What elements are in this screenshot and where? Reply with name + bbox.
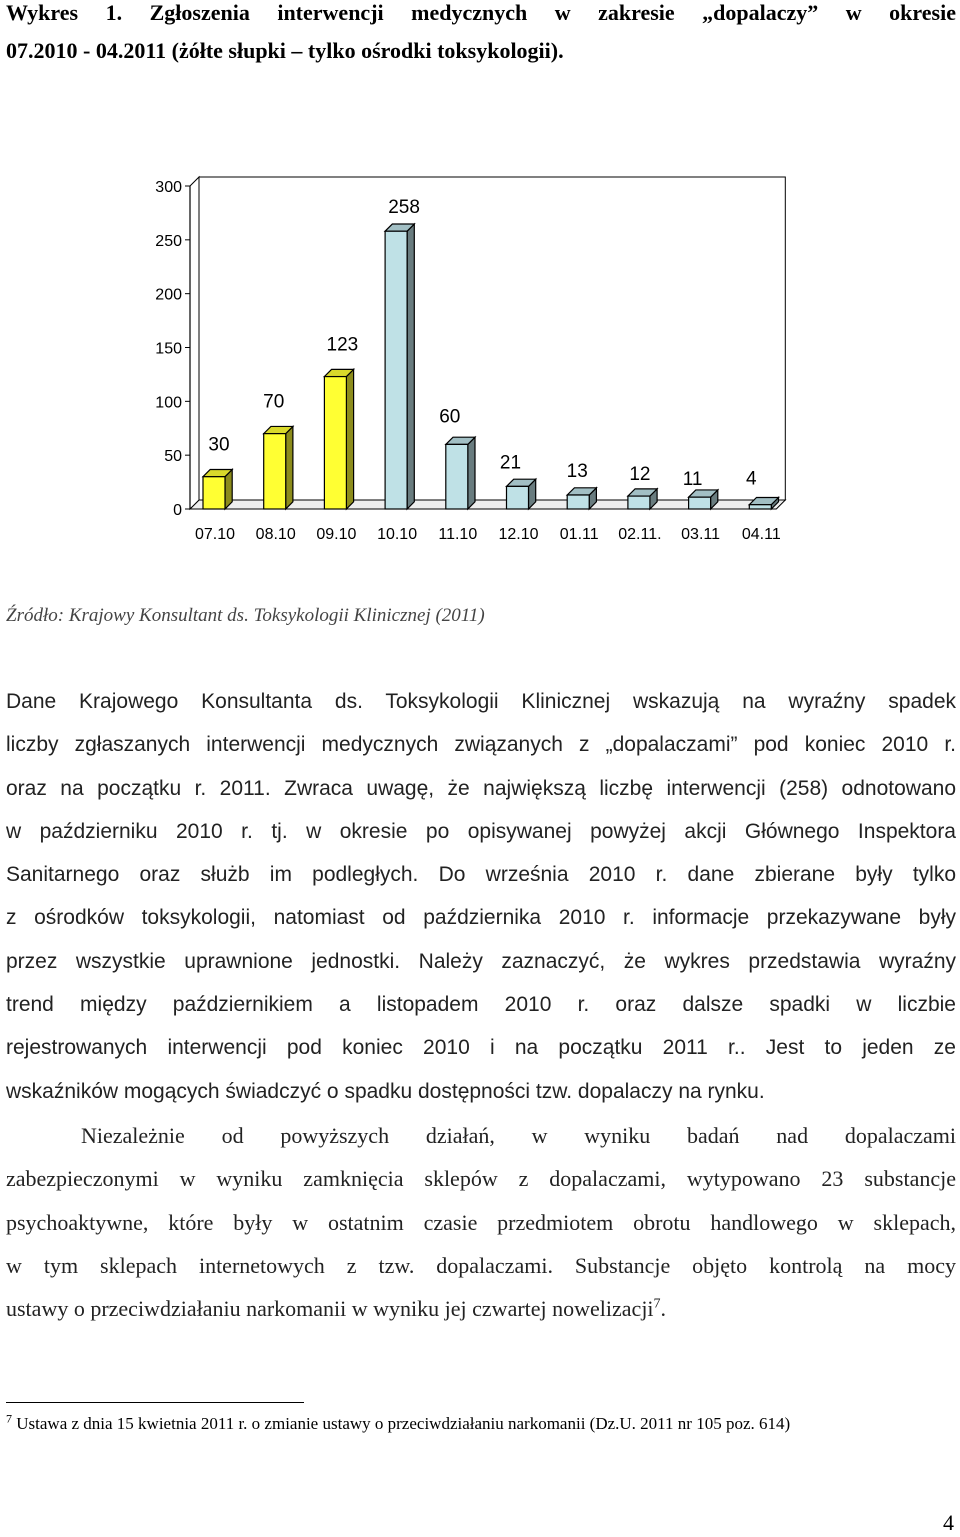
data-label: 13 (566, 461, 588, 483)
paragraph-1 (6, 680, 956, 1113)
footnote-rule (6, 1402, 304, 1403)
bar-front (324, 377, 346, 509)
bar-chart (0, 150, 800, 550)
x-tick-label: 11.10 (438, 526, 478, 543)
bar-side (346, 369, 353, 509)
bar-side (468, 437, 475, 509)
source-note: Źródło: Krajowy Konsultant ds. Toksykologii Klinicznej (2011) (6, 605, 485, 626)
bar (203, 470, 232, 510)
paragraph-1-line: przez wszystkie uprawnione jednostki. Należy zaznaczyć, że wykres przedstawia wyraźny (6, 949, 956, 973)
x-tick-label: 04.11 (741, 526, 781, 543)
y-tick-label: 300 (155, 179, 182, 196)
paragraph-2-line: w tym sklepach internetowych z tzw. dopalaczami. Substancje objęto kontrolą na mocy (6, 1252, 956, 1278)
bar-front (507, 486, 529, 509)
x-tick-label: 08.10 (255, 526, 296, 543)
data-label: 4 (746, 468, 757, 490)
data-label: 70 (263, 391, 285, 413)
data-label: 258 (388, 197, 420, 219)
paragraph-1-line: Dane Krajowego Konsultanta ds. Toksykologii Klinicznej wskazują na wyraźny spadek (6, 690, 956, 713)
bar (385, 224, 414, 509)
y-tick-label: 0 (173, 502, 182, 519)
paragraph-1-line: oraz na początku r. 2011. Zwraca uwagę, że największą liczbę interwencji (258) odnotowano (6, 776, 956, 800)
paragraph-2-line: Niezależnie od powyższych działań, w wyniku badań nad dopalaczami (81, 1123, 956, 1148)
y-tick-label: 100 (155, 394, 182, 412)
figure-caption (6, 0, 956, 70)
bar-front (264, 434, 286, 509)
caption-line-2: 07.2010 - 04.2011 (żółte słupki – tylko ośrodki toksykologii). (6, 38, 564, 63)
footnote-number: 7 (6, 1411, 12, 1426)
x-tick-label: 03.11 (681, 526, 721, 543)
data-label: 11 (682, 469, 703, 491)
paragraph-1-line: liczby zgłaszanych interwencji medycznych związanych z „dopalaczami” pod koniec 2010 r. (6, 733, 956, 757)
x-tick-label: 10.10 (377, 526, 418, 543)
y-tick-label: 250 (155, 232, 182, 250)
caption-line-1: Wykres 1. Zgłoszenia interwencji medycznych w zakresie „dopalaczy” w okresie (6, 0, 956, 25)
bar-side (286, 426, 293, 509)
data-label: 60 (439, 406, 461, 428)
bar (507, 479, 536, 509)
bar-front (385, 231, 407, 509)
x-tick-label: 01.11 (559, 526, 599, 543)
paragraph-2-line-text: ustawy o przeciwdziałaniu narkomanii w wyniku jej czwartej nowelizacji (6, 1296, 654, 1322)
footnote-text: Ustawa z dnia 15 kwietnia 2011 r. o zmianie ustawy o przeciwdziałaniu narkomanii (Dz.U. 2011 nr 105 poz. 614) (12, 1414, 791, 1433)
y-tick-label: 50 (164, 448, 182, 466)
paragraph-1-line: wskaźników mogących świadczyć o spadku dostępności tzw. dopalaczy na rynku. (6, 1079, 765, 1103)
paragraph-2-line (6, 1287, 956, 1330)
bar (264, 426, 293, 509)
data-label: 123 (326, 334, 359, 356)
bar-front (628, 496, 650, 509)
paragraph-1-line: w październiku 2010 r. tj. w okresie po opisywanej powyżej akcji Głównego Inspektora (6, 819, 956, 843)
bar (689, 490, 718, 509)
data-label: 30 (208, 434, 230, 456)
bar (628, 489, 657, 509)
x-tick-label: 12.10 (498, 526, 539, 543)
paragraph-1-line: trend między październikiem a listopadem 2010 r. oraz dalsze spadki w liczbie (6, 993, 956, 1017)
bar-side (407, 224, 414, 509)
bar (446, 437, 475, 509)
bar (567, 488, 596, 509)
x-tick-label: 07.10 (194, 526, 236, 543)
chart-side-wall (190, 177, 199, 509)
bar-front (689, 497, 711, 509)
paragraph-2-line: zabezpieczonymi w wyniku zamknięcia sklepów z dopalaczami, wytypowano 23 substancje (6, 1166, 956, 1192)
y-tick-label: 150 (155, 340, 182, 358)
paragraph-1-line: z ośrodków toksykologii, natomiast od października 2010 r. informacje przekazywane były (6, 906, 956, 930)
bar-front (446, 444, 468, 509)
bar (324, 369, 353, 509)
paragraph-1-line: Sanitarnego oraz służb im podległych. Do września 2010 r. dane zbierane były tylko (6, 863, 956, 887)
data-label: 21 (499, 452, 522, 474)
bar-front (567, 495, 589, 509)
bar-front (203, 477, 225, 509)
footnote-reference: 7 (653, 1296, 661, 1312)
paragraph-2-line: psychoaktywne, które były w ostatnim czasie przedmiotem obrotu handlowego w sklepach, (6, 1209, 956, 1235)
paragraph-2 (6, 1114, 956, 1330)
y-tick-label: 200 (155, 286, 182, 304)
x-tick-label: 09.10 (316, 526, 357, 543)
x-tick-label: 02.11. (618, 526, 662, 543)
page-number: 4 (943, 1510, 954, 1535)
paragraph-2-end: . (660, 1296, 667, 1322)
data-label: 12 (629, 464, 651, 486)
paragraph-1-line: rejestrowanych interwencji pod koniec 2010 i na początku 2011 r.. Jest to jeden ze (6, 1036, 956, 1060)
bar-front (749, 505, 771, 509)
footnote (6, 1412, 936, 1436)
